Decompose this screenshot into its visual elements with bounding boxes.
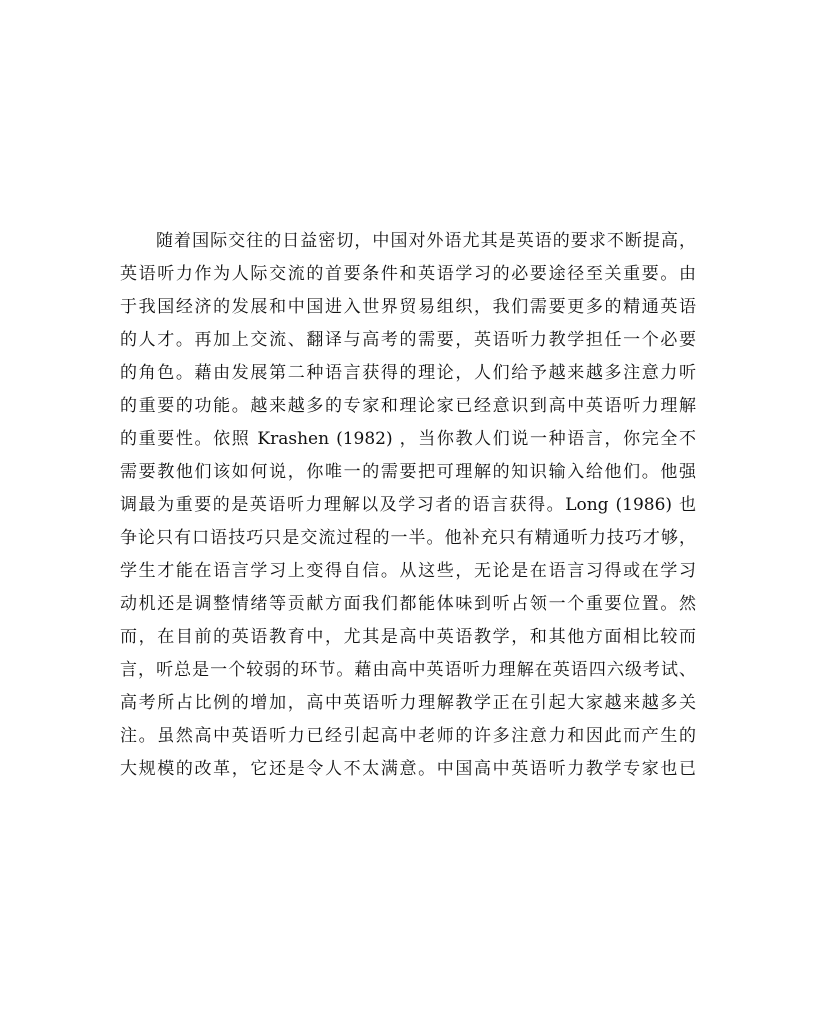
- paragraph-line-6: 的重要的功能。越来越多的专家和理论家已经意识到高中英语听力理解: [120, 396, 696, 416]
- paragraph-line-3: 于我国经济的发展和中国进入世界贸易组织，我们需要更多的精通英语: [120, 297, 696, 317]
- paragraph-line-10: 争论只有口语技巧只是交流过程的一半。他补充只有精通听力技巧才够，: [120, 528, 696, 548]
- paragraph-line-9: 调最为重要的是英语听力理解以及学习者的语言获得。Long (1986) 也: [120, 495, 696, 515]
- paragraph-line-1: 随着国际交往的日益密切，中国对外语尤其是英语的要求不断提高，: [156, 231, 696, 251]
- paragraph-line-7: 的重要性。依照 Krashen (1982) ，当你教人们说一种语言，你完全不: [120, 429, 696, 449]
- paragraph-line-13: 而，在目前的英语教育中，尤其是高中英语教学，和其他方面相比较而: [120, 627, 696, 647]
- body-paragraph: [120, 225, 696, 786]
- paragraph-line-17: 大规模的改革，它还是令人不太满意。中国高中英语听力教学专家也已: [120, 759, 696, 779]
- paragraph-line-12: 动机还是调整情绪等贡献方面我们都能体味到听占领一个重要位置。然: [120, 594, 696, 614]
- paragraph-line-5: 的角色。藉由发展第二种语言获得的理论，人们给予越来越多注意力听: [120, 363, 696, 383]
- paragraph-line-11: 学生才能在语言学习上变得自信。从这些，无论是在语言习得或在学习: [120, 561, 696, 581]
- paragraph-line-15: 高考所占比例的增加，高中英语听力理解教学正在引起大家越来越多关: [120, 693, 696, 713]
- paragraph-line-8: 需要教他们该如何说，你唯一的需要把可理解的知识输入给他们。他强: [120, 462, 696, 482]
- paragraph-line-16: 注。虽然高中英语听力已经引起高中老师的许多注意力和因此而产生的: [120, 726, 696, 746]
- paragraph-line-14: 言，听总是一个较弱的环节。藉由高中英语听力理解在英语四六级考试、: [120, 660, 696, 680]
- paragraph-line-2: 英语听力作为人际交流的首要条件和英语学习的必要途径至关重要。由: [120, 264, 696, 284]
- paragraph-line-4: 的人才。再加上交流、翻译与高考的需要，英语听力教学担任一个必要: [120, 330, 696, 350]
